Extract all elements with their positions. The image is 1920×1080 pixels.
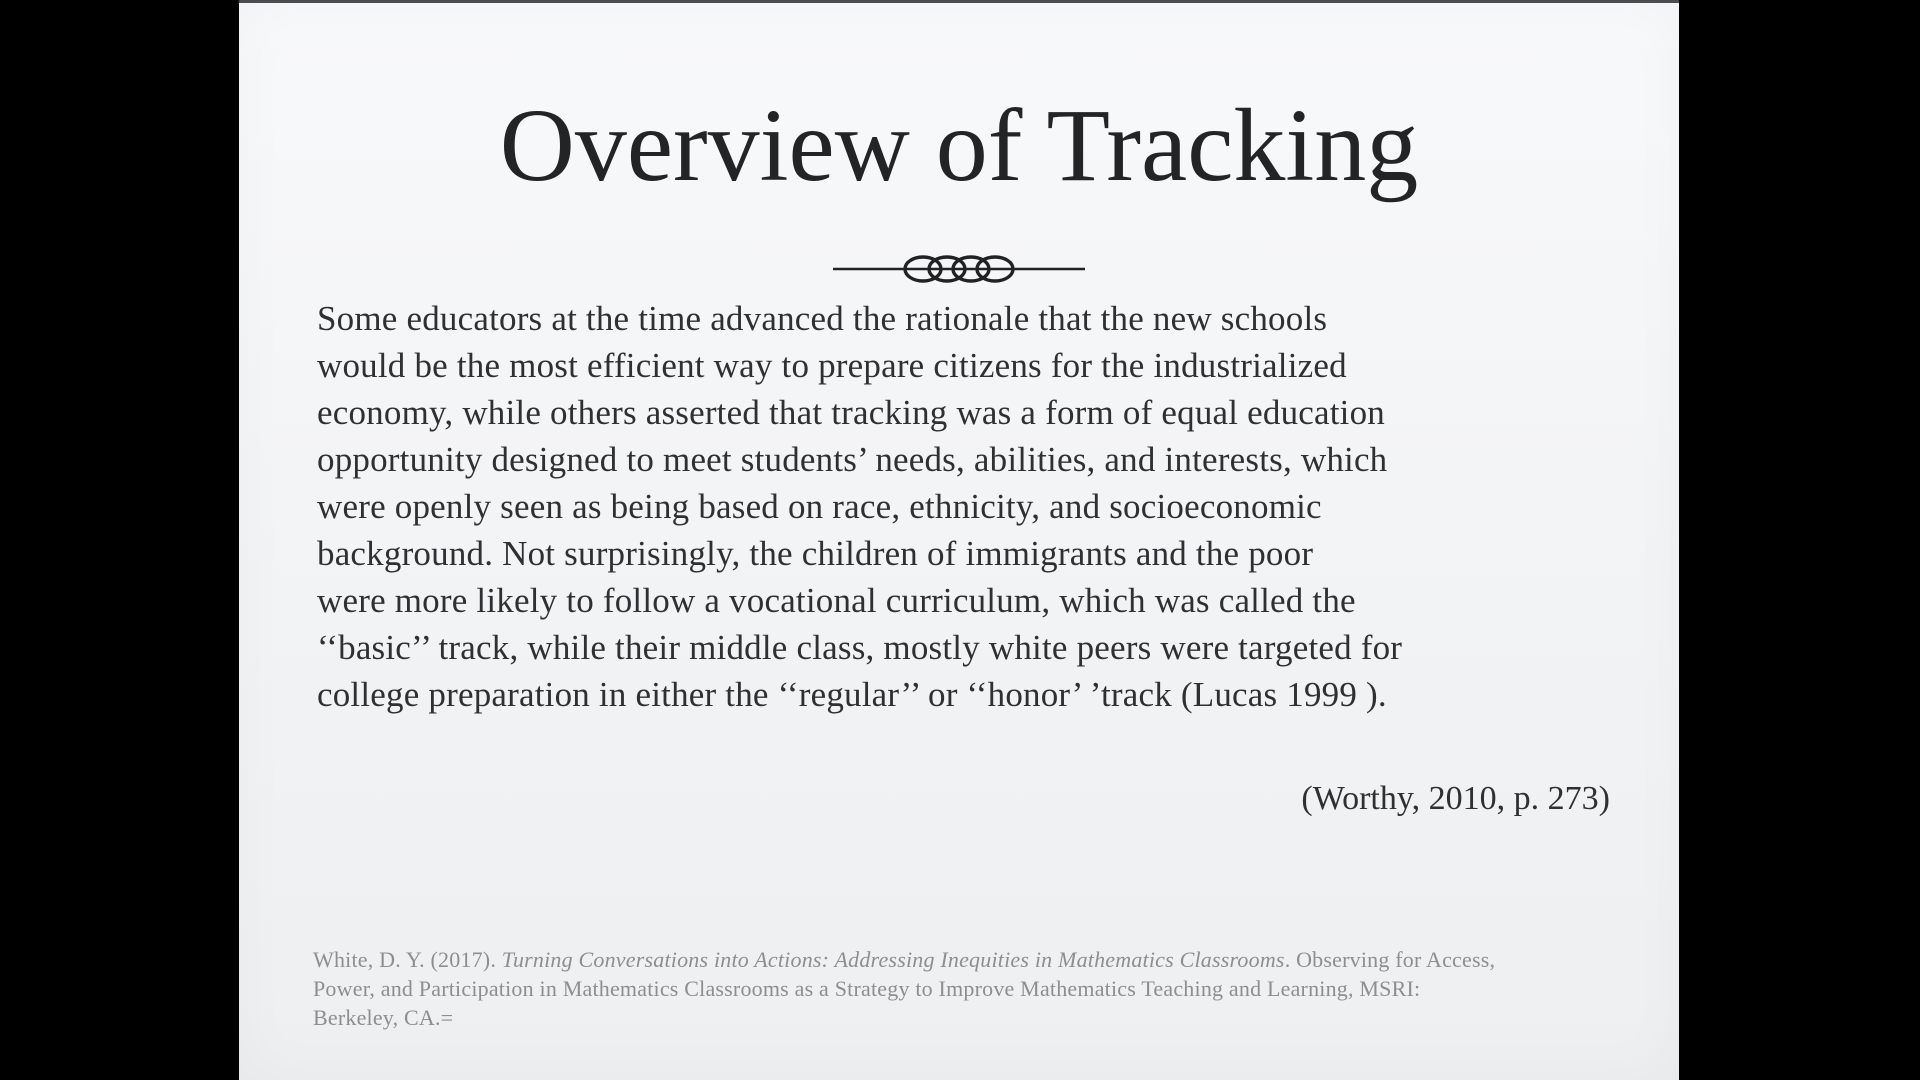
body-text-line: opportunity designed to meet students’ needs, abilities, and interests, which — [317, 440, 1388, 479]
body-text-line: background. Not surprisingly, the children of immigrants and the poor — [317, 534, 1314, 573]
presentation-slide — [239, 3, 1679, 1080]
body-text-line: Some educators at the time advanced the rationale that the new schools — [317, 299, 1328, 338]
rope-knot-divider-icon — [831, 251, 1087, 292]
footer-citation-line-2: Power, and Participation in Mathematics Classrooms as a Strategy to Improve Mathematics Teaching and Learning, MSRI: — [313, 976, 1421, 1001]
body-text-line: college preparation in either the ‘‘regular’’ or ‘‘honor’ ’track (Lucas 1999 ). — [317, 675, 1387, 714]
footer-citation-line-1 — [313, 945, 1643, 974]
body-paragraph — [317, 295, 1647, 718]
footer-citation — [313, 945, 1643, 1032]
body-text-line: were more likely to follow a vocational curriculum, which was called the — [317, 581, 1356, 620]
footer-citation-author: White, D. Y. (2017). — [313, 947, 502, 972]
footer-citation-line-3: Berkeley, CA.= — [313, 1005, 454, 1030]
body-text-line: economy, while others asserted that tracking was a form of equal education — [317, 393, 1385, 432]
quote-attribution: (Worthy, 2010, p. 273) — [1301, 780, 1610, 817]
body-text-line: ‘‘basic’’ track, while their middle class, mostly white peers were targeted for — [317, 628, 1403, 667]
footer-citation-line-1-suffix: . Observing for Access, — [1284, 947, 1496, 972]
slide-title: Overview of Tracking — [499, 88, 1419, 203]
footer-citation-work-title: Turning Conversations into Actions: Addressing Inequities in Mathematics Classrooms — [501, 947, 1285, 972]
body-text-line: would be the most efficient way to prepare citizens for the industrialized — [317, 346, 1347, 385]
body-text-line: were openly seen as being based on race, ethnicity, and socioeconomic — [317, 487, 1322, 526]
